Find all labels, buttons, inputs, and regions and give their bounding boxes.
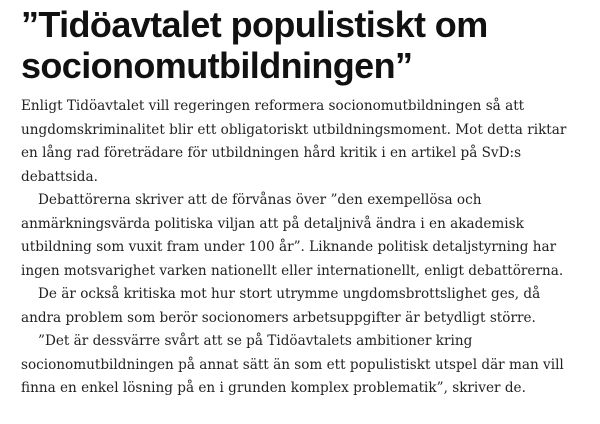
- paragraph-line: utbildning som vuxit fram under 100 år”. Liknande politisk detaljstyrning har: [21, 239, 557, 255]
- paragraph-line: andra problem som berör socionomers arbetsuppgifter är betydligt större.: [21, 309, 536, 326]
- paragraph-2: [21, 189, 590, 283]
- paragraph-1: [21, 95, 590, 189]
- paragraph-3: [21, 283, 590, 330]
- paragraph-line: Debattörerna skriver att de förvånas över ”den exempellösa och: [38, 192, 482, 208]
- paragraph-line: Enligt Tidöavtalet vill regeringen reformera socionomutbildningen så att: [21, 98, 525, 114]
- paragraph-line: De är också kritiska mot hur stort utrymme ungdomsbrottslighet ges, då: [38, 286, 541, 302]
- paragraph-4: [21, 330, 590, 401]
- paragraph-line: finna en enkel lösning på en i grunden komplex problematik”, skriver de.: [21, 380, 526, 396]
- headline-line: ”Tidöavtalet populistiskt om: [21, 4, 488, 45]
- paragraph-line: ”Det är dessvärre svårt att se på Tidöavtalets ambitioner kring: [38, 333, 473, 349]
- paragraph-line: socionomutbildningen på annat sätt än som ett populistiskt utspel där man vill: [21, 356, 564, 373]
- article-headline: [21, 4, 590, 86]
- paragraph-line: anmärkningsvärda politiska viljan att på detaljnivå ändra i en akademisk: [21, 215, 524, 232]
- headline-line: socionomutbildningen”: [21, 45, 413, 86]
- paragraph-line: ingen motsvarighet varken nationellt eller internationellt, enligt debattörerna.: [21, 262, 564, 279]
- paragraph-line: debattsida.: [21, 168, 98, 185]
- paragraph-line: ungdomskriminalitet blir ett obligatoriskt utbildningsmoment. Mot detta riktar: [21, 121, 567, 138]
- paragraph-line: en lång rad företrädare för utbildningen hård kritik i en artikel på SvD:s: [21, 145, 522, 161]
- article-body: [21, 95, 590, 401]
